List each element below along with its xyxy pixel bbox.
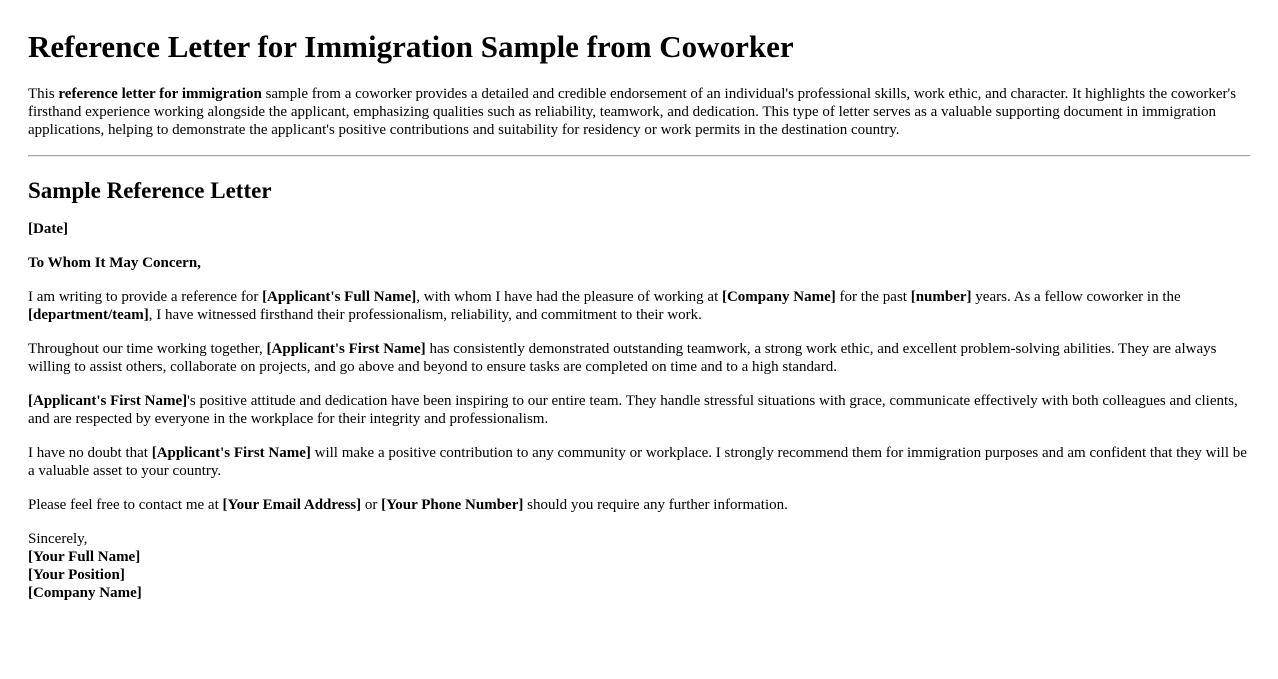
p1-department-team: [department/team] (28, 307, 149, 323)
signer-company: [Company Name] (28, 585, 142, 601)
letter-date (28, 220, 1250, 238)
p4-text-1: I have no doubt that (28, 445, 152, 461)
p1-text-1: I am writing to provide a reference for (28, 289, 263, 305)
letter-paragraph-3 (28, 392, 1250, 428)
p2-text-2: has consistently demonstrated outstanding teamwork, a strong work ethic, and excellent problem-solving abilities. They are always willing to assist others, collaborate on projects, and go above and beyond to ensure tasks are completed on time and to a high standard. (28, 341, 1217, 375)
section-divider (28, 155, 1250, 157)
p2-text-1: Throughout our time working together, (28, 341, 267, 357)
p1-text-3: for the past (835, 289, 911, 305)
intro-paragraph (28, 85, 1250, 139)
document-page (0, 29, 1278, 602)
letter-closing (28, 530, 1250, 602)
section-title: Sample Reference Letter (28, 178, 272, 203)
letter-paragraph-5 (28, 496, 1250, 514)
closing-salutation: Sincerely, (28, 531, 88, 547)
p3-applicant-first-name: [Applicant's First Name] (28, 393, 188, 409)
date-placeholder: [Date] (28, 221, 68, 237)
page-title: Reference Letter for Immigration Sample from Coworker (28, 29, 794, 64)
intro-text-start: This (28, 86, 59, 102)
p5-email-address: [Your Email Address] (222, 497, 362, 513)
p4-text-2: will make a positive contribution to any community or workplace. I strongly recommend them for immigration purposes and am confident that they will be a valuable asset to your country. (28, 445, 1247, 479)
p1-number: [number] (910, 289, 972, 305)
p5-text-3: should you require any further information. (523, 497, 788, 513)
p2-applicant-first-name: [Applicant's First Name] (266, 341, 426, 357)
letter-body (28, 220, 1250, 602)
letter-paragraph-4 (28, 444, 1250, 480)
p3-text-1: 's positive attitude and dedication have been inspiring to our entire team. They handle stressful situations with grace, communicate effectively with both colleagues and clients, and are respected by everyone in the workplace for their integrity and professionalism. (28, 393, 1238, 427)
greeting-text: To Whom It May Concern, (28, 255, 201, 271)
letter-paragraph-2 (28, 340, 1250, 376)
p1-text-4: years. As a fellow coworker in the (971, 289, 1181, 305)
letter-greeting (28, 254, 1250, 272)
signer-position: [Your Position] (28, 567, 125, 583)
p5-text-1: Please feel free to contact me at (28, 497, 223, 513)
letter-paragraph-1 (28, 288, 1250, 324)
p1-applicant-full-name: [Applicant's Full Name] (262, 289, 417, 305)
p1-text-5: , I have witnessed firsthand their professionalism, reliability, and commitment to their work. (148, 307, 702, 323)
p1-text-2: , with whom I have had the pleasure of working at (416, 289, 722, 305)
intro-text-rest: sample from a coworker provides a detailed and credible endorsement of an individual's professional skills, work ethic, and character. It highlights the coworker's firsthand experience working alongside the applicant, emphasizing qualities such as reliability, teamwork, and dedication. This type of letter serves as a valuable supporting document in immigration applications, helping to demonstrate the applicant's positive contributions and suitability for residency or work permits in the destination country. (28, 86, 1237, 138)
p5-phone-number: [Your Phone Number] (381, 497, 524, 513)
p1-company-name: [Company Name] (721, 289, 836, 305)
intro-bold-keyword: reference letter for immigration (58, 86, 262, 102)
signer-full-name: [Your Full Name] (28, 549, 141, 565)
p4-applicant-first-name: [Applicant's First Name] (151, 445, 311, 461)
p5-text-2: or (361, 497, 382, 513)
